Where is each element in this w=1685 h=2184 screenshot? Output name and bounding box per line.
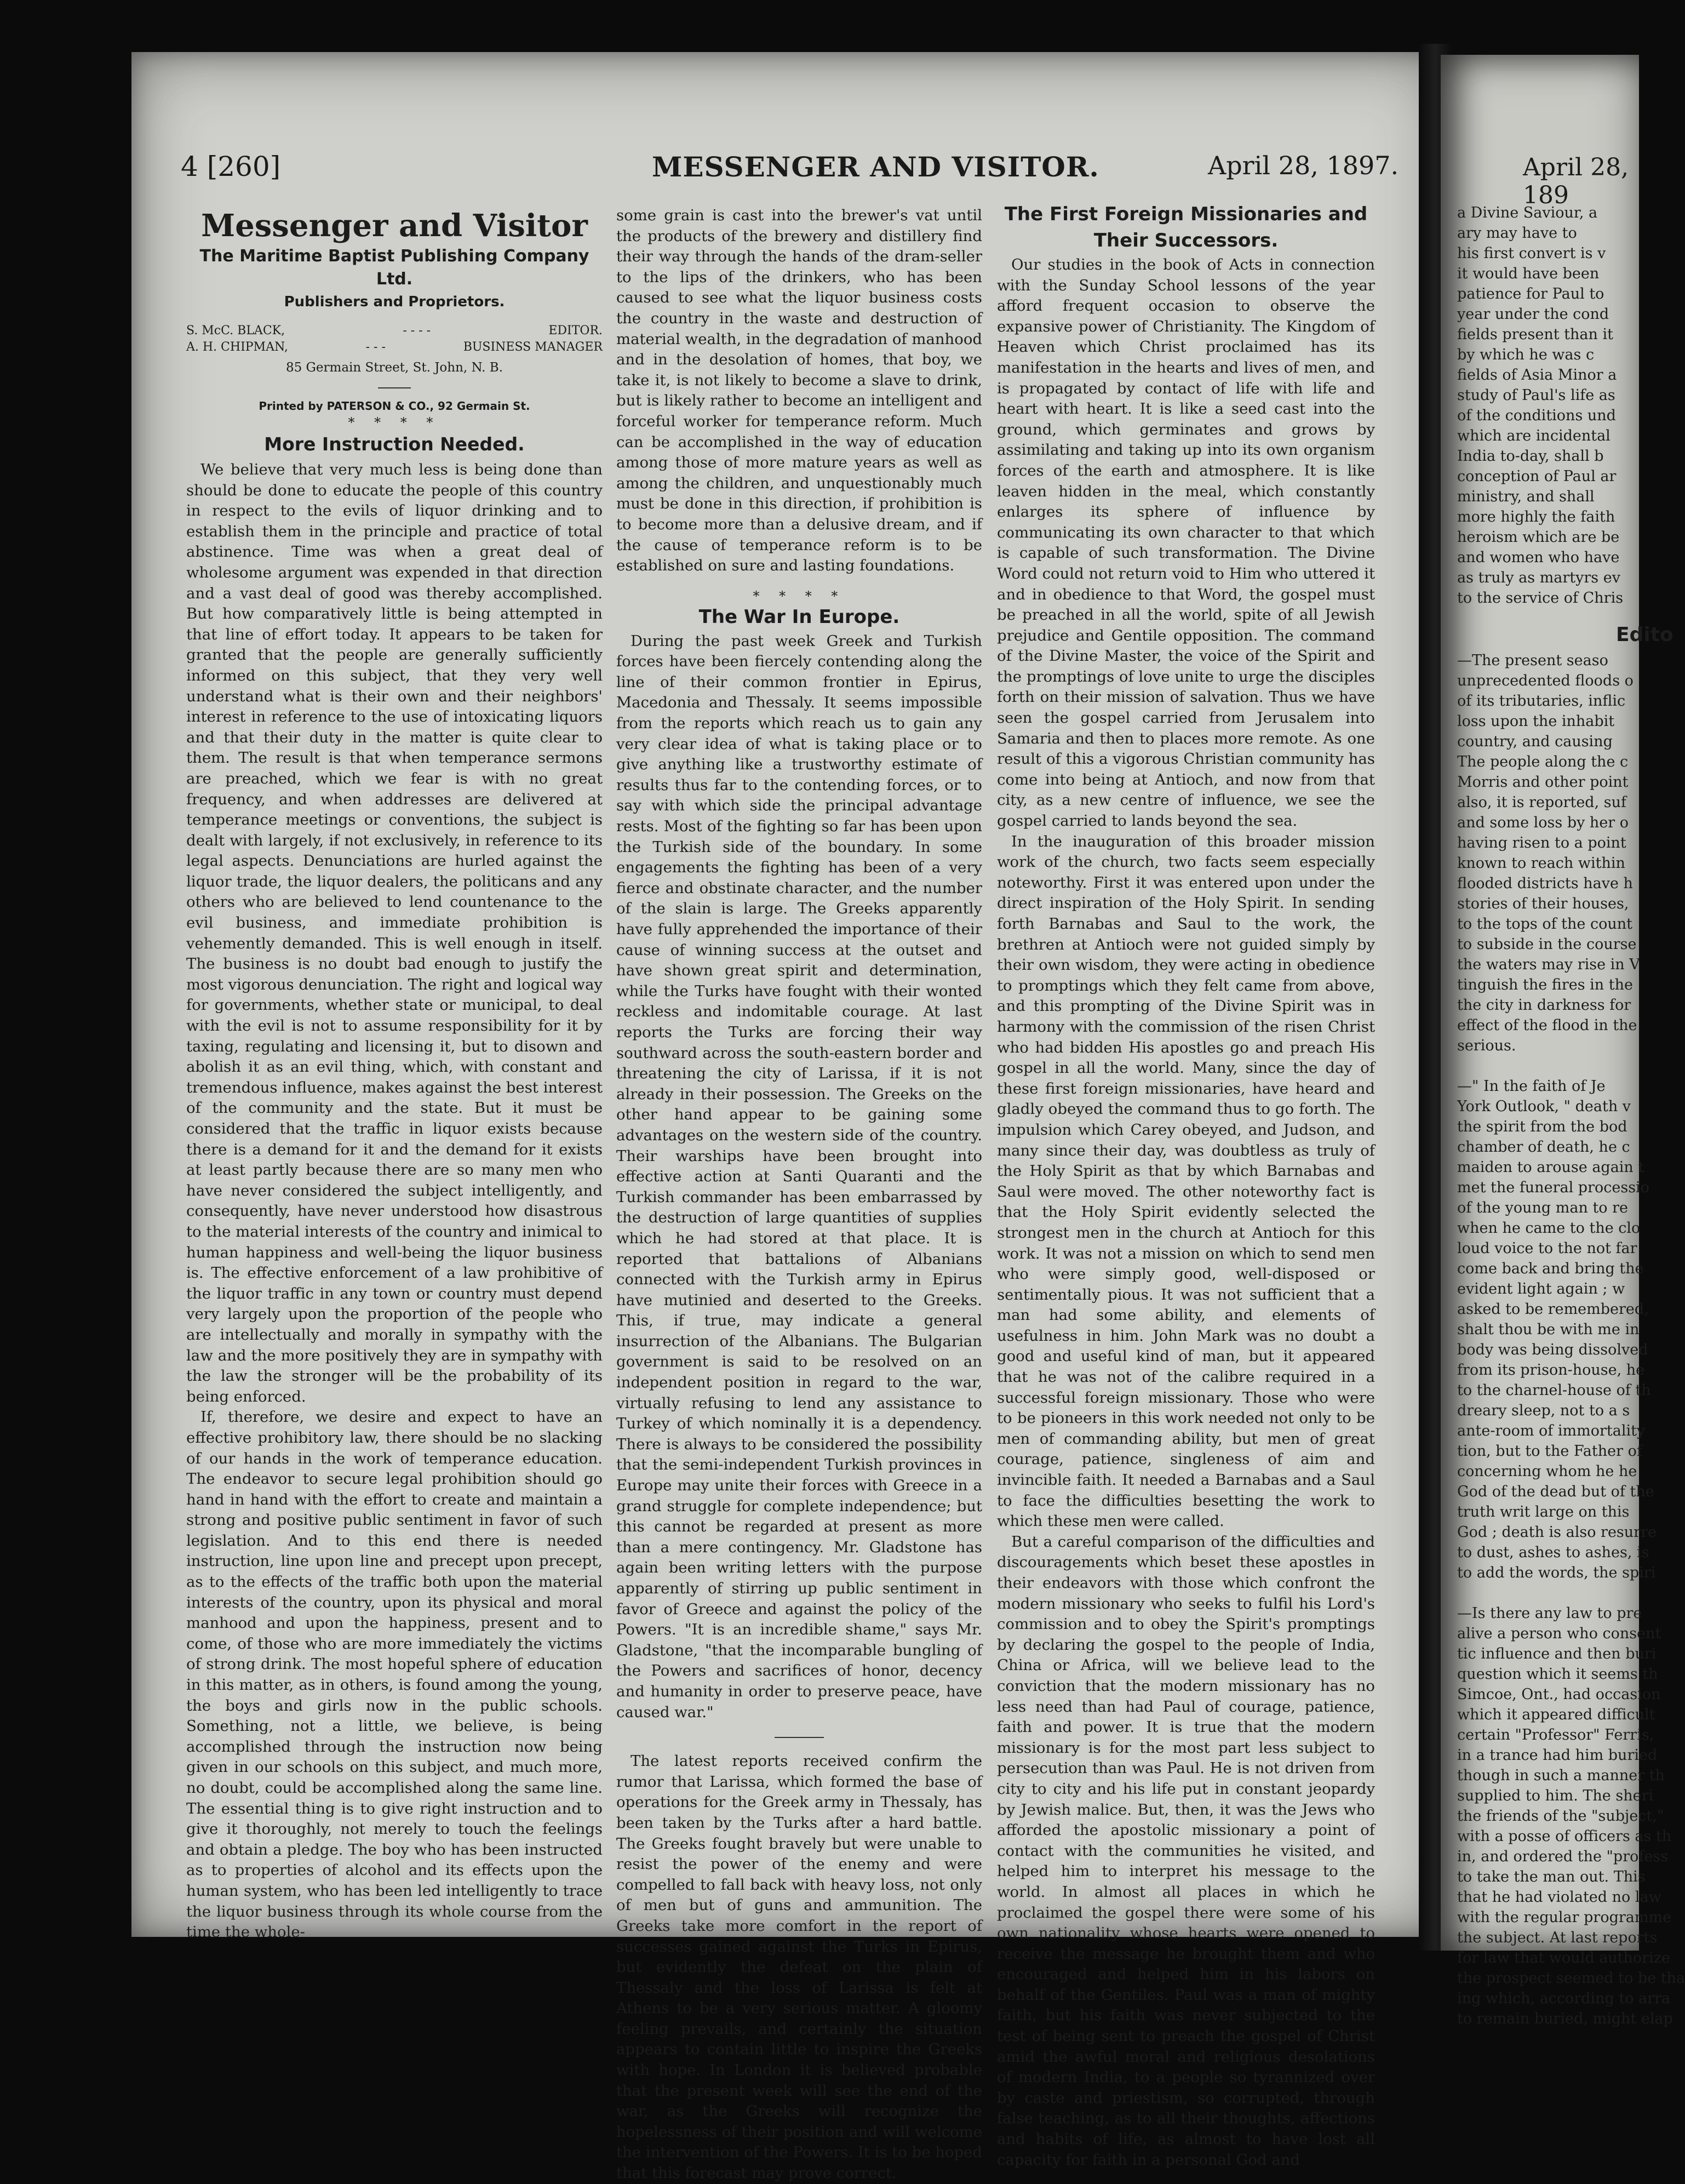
next-page-line: tic influence and then buri [1457,1645,1657,1662]
next-page-line: with the regular programme [1457,1909,1672,1926]
editor-role: EDITOR. [548,324,603,338]
next-page-line: —The present seaso [1457,652,1608,669]
next-page-line: Morris and other point [1457,774,1629,791]
next-page-line: alive a person who consent [1457,1625,1661,1642]
next-page-line: York Outlook, " death v [1457,1098,1631,1115]
next-page-line: stories of their houses, [1457,895,1629,912]
next-page-line: India to-day, shall b [1457,448,1604,465]
next-page-line: maiden to arouse again t [1457,1159,1644,1176]
next-page-line: by which he was c [1457,346,1595,363]
editor-line [186,323,603,339]
next-page-line: to dust, ashes to ashes, is [1457,1544,1649,1561]
article-paragraph: Our studies in the book of Acts in connection with the Sunday School lessons of the year afford frequent occasion to observe the expansive power of Christianity. The Kingdom of Heaven which Christ proclaimed has its manifestation in the hearts and lives of men, and is propagated by contact of life with life and heart with heart. It is like a seed cast into the ground, which germinates and grows by assimilating and taking up into its own organism forces of the earth and atmosphere. It is like leaven hidden in the meal, which constantly enlarges its sphere of influence by communicating its own character to that which is capable of such transformation. The Divine Word could not return void to Him who uttered it and in obedience to that Word, the gospel must be preached in all the world, spite of all Jewish prejudice and Gentile opposition. The command of the Divine Master, the voice of the Spirit and the promptings of love unite to urge the disciples forth on their mission of salvation. Thus we have seen the gospel carried from Jerusalem into Samaria and then to places more remote. As one result of this a vigorous Christian community has come into being at Antioch, and now from that city, as a new centre of influence, we see the gospel carried to lands beyond the sea. [997,256,1375,830]
next-page-line: —" In the faith of Je [1457,1078,1606,1095]
next-page-line: as truly as martyrs ev [1457,569,1620,586]
next-page-line: fields present than it [1457,326,1613,343]
next-page-line: in, and ordered the "profess [1457,1848,1669,1865]
next-page-line: God of the dead but of the [1457,1483,1654,1500]
divider [378,387,411,388]
next-page-line: ministry, and shall [1457,488,1595,505]
article-paragraph: In the inauguration of this broader mission work of the church, two facts seem especially noteworthy. First it was entered upon under the direct inspiration of the Holy Spirit. In sending forth Barnabas and Saul to the work, the brethren at Antioch were not guided simply by their own wisdom, they were acting in obedience to promptings which they felt came from above, and this prompting of the Divine Spirit was in harmony with the commission of the risen Christ who had bidden His apostles go and preach His gospel in all the world. Many, since the day of these first foreign missionaries, have heard and gladly obeyed the command thus to go forth. The impulsion which Carey obeyed, and Judson, and many since their day, was doubtless as truly of the Holy Spirit as that by which Barnabas and Saul were moved. The other noteworthy fact is that the Holy Spirit evidently selected the strongest men in the church at Antioch for this work. It was not a mission on which to send men who were simply good, well-disposed or sentimentally pious. It was not sufficient that a man had some ability, and elements of usefulness in him. John Mark was no doubt a good and useful kind of man, but it appeared that he was not of the calibre required in a successful foreign missionary. Those who were to be pioneers in this work needed not only to be men of commanding ability, but men of great courage, patience, singleness of aim and invincible faith. It needed a Barnabas and a Saul to face the difficulties besetting the work to which these men were called. [997,832,1375,1530]
article-continuation: some grain is cast into the brewer's vat until the products of the brewery and distillery find their way through the hands of the dram-seller to the lips of the drinkers, who has been caused to see what the liquor business costs the country in the waste and destruction of material wealth, in the degradation of manhood and in the desolation of homes, that boy, we take it, is not likely to become a slave to drink, but is likely rather to become an intelligent and forceful worker for temperance reform. Much can be accomplished in the way of education among those of more mature years as well as among the children, and unquestionably much must be done in this direction, if prohibition is to become more than a delusive dream, and if the cause of temperance reform is to be established on sure and lasting foundations. [616,207,982,575]
next-page-line: the subject. At last reports [1457,1929,1658,1946]
next-page-line: God ; death is also resurre [1457,1524,1657,1541]
printer-line: Printed by PATERSON & CO., 92 Germain St. [259,399,530,413]
next-page-line: met the funeral processio [1457,1179,1649,1196]
next-page-line: evident light again ; w [1457,1280,1625,1297]
next-page-line [1457,1056,1638,1076]
next-page-line: Simcoe, Ont., had occasion [1457,1686,1661,1703]
manager-dots: - - - [365,340,386,354]
next-page-line: though in such a manner th [1457,1767,1665,1784]
next-page-lines-top [1457,203,1638,608]
issue-date: April 28, 1897. [1208,151,1399,180]
star-separator: * * * * [348,415,441,430]
next-page-line: body was being dissolved [1457,1341,1648,1358]
next-page-line: the prospect seemed to be tha [1457,1970,1685,1987]
column-1 [186,205,603,1943]
next-page-line: loud voice to the not far [1457,1240,1637,1257]
next-page-line: known to reach within [1457,855,1625,872]
next-page-line: the waters may rise in V [1457,956,1640,973]
masthead-title: Messenger and Visitor [201,208,588,244]
next-page-line: serious. [1457,1037,1516,1054]
next-page-line: come back and bring the [1457,1260,1644,1277]
next-page-line: to add the words, the spiri [1457,1564,1656,1581]
article-headline-temperance: More Instruction Needed. [264,433,525,455]
next-page-line: in a trance had him buried [1457,1747,1658,1764]
publisher-subtitle: Publishers and Proprietors. [284,294,505,310]
next-page-line: the spirit from the bod [1457,1118,1627,1135]
next-page-line: asked to be remembered, [1457,1301,1649,1318]
next-page-line: to the tops of the count [1457,916,1632,933]
running-title: MESSENGER AND VISITOR. [652,151,1099,183]
star-separator: * * * * [753,588,846,604]
next-page-section-head: Edito [1616,624,1673,646]
article-headline-missionaries-2: Their Successors. [1093,230,1279,251]
next-page-line: when he came to the clo [1457,1220,1641,1237]
next-page-line: also, it is reported, suf [1457,794,1626,811]
next-page-line: from its prison-house, he [1457,1362,1645,1379]
manager-line [186,339,603,356]
next-page-line: for law that would authorize [1457,1949,1670,1966]
next-page-line: The people along the c [1457,753,1629,770]
page-number: 4 [260] [181,151,281,182]
next-page-line: —Is there any law to pre [1457,1605,1642,1622]
next-page-line: country, and causing [1457,733,1613,750]
article-headline-war: The War In Europe. [698,605,900,628]
next-page-line: dreary sleep, not to a s [1457,1402,1630,1419]
next-page-line: that he had violated no law [1457,1889,1661,1906]
next-page-line: of the conditions und [1457,407,1616,424]
next-page-line: year under the cond [1457,306,1609,323]
next-page-line: fields of Asia Minor a [1457,367,1617,384]
next-page-line: concerning whom he he [1457,1463,1637,1480]
next-page-line: the friends of the "subject," [1457,1808,1664,1825]
next-page-line: study of Paul's life as [1457,387,1615,404]
next-page-line: his first convert is v [1457,245,1606,262]
next-page-line: the city in darkness for [1457,997,1631,1014]
next-page-line: having risen to a point [1457,834,1626,851]
manager-name: A. H. CHIPMAN, [186,340,288,354]
next-page-line: certain "Professor" Ferris, [1457,1726,1654,1743]
divider [775,1737,824,1738]
next-page-line: tion, but to the Father of [1457,1443,1642,1460]
next-page-line: ante-room of immortality [1457,1422,1646,1439]
article-headline-missionaries-1: The First Foreign Missionaries and [1004,203,1368,225]
article-paragraph: The latest reports received confirm the rumor that Larissa, which formed the base of operations for the Greek army in Thessaly, has been taken by the Turks after a hard battle. The Greeks fought bravely but were unable to resist the power of the enemy and were compelled to fall back with heavy loss, not only of men but of guns and ammunition. The Greeks take more comfort in the report of successes gained against the Turks in Epirus, but evidently the defeat on the plain of Thessaly and the loss of Larissa is felt at Athens to be a very serious matter. A gloomy feeling prevails, and certainly the situation appears to contain little to inspire the Greeks with hope. In London it is believed probable that the present week will see the end of the war, as the Greeks will recognize the hopelessness of their position and will welcome the intervention of the Powers. It is to be hoped that this forecast may prove correct. [616,1752,982,2182]
next-page-line: heroism which are be [1457,529,1620,546]
article-paragraph: We believe that very much less is being done than should be done to educate the people of this country in respect to the evils of liquor drinking and to establish them in the principle and practice of total abstinence. Time was when a great deal of wholesome argument was expended in that direction and a vast deal of good was thereby accomplished. But how comparatively little is being attempted in that line of effort today. It appears to be taken for granted that the people are generally sufficiently informed on this subject, that they very well understand what is their own and their neighbors' interest in reference to the use of intoxicating liquors and that their duty in the matter is quite clear to them. The result is that when temperance sermons are preached, which we fear is with no great frequency, and when addresses are delivered at temperance meetings or conventions, the subject is dealt with largely, if not exclusively, in reference to its legal aspects. Denunciations are hurled against the liquor trade, the liquor dealers, the politicans and any others who are believed to lend countenance to the evil business, and immediate prohibition is vehemently demanded. This is well enough in itself. The business is no doubt bad enough to justify the most vigorous denunciation. The right and logical way for governments, whether state or municipal, to deal with the evil is not to assume responsibility for it by taxing, regulating and licensing it, but to disown and abolish it as an evil thing, which, with constant and tremendous influence, makes against the best interest of the community and the state. But it must be considered that the traffic in liquor exists because there is a demand for it and the demand for it exists at least partly because there are so many men who have never considered the subject intelligently, and consequently, have never understood how disastrous to the material interests of the country and inimical to human happiness and well-being the liquor business is. The effective enforcement of a law prohibitive of the liquor traffic in any town or country must depend very largely upon the proportion of the people who are intellectually and morally in sympathy with the law and the more positively they are in sympathy with the law the stronger will be the probability of its being enforced. [186,461,603,1405]
column-3 [997,205,1375,2170]
next-page-line: chamber of death, he c [1457,1139,1630,1156]
next-page-line: a Divine Saviour, a [1457,204,1598,221]
next-page-line [1457,1583,1638,1603]
next-page-line: of its tributaries, inflic [1457,693,1626,710]
next-page-line: question which it seems th [1457,1666,1658,1683]
next-page-line: to the charnel-house of th [1457,1382,1651,1399]
next-page-lines-bottom [1457,650,1685,2029]
next-page-line: ary may have to [1457,225,1577,242]
next-page-line: and women who have [1457,549,1620,566]
next-page-column [1457,203,1685,2029]
editor-name: S. McC. BLACK, [186,324,285,338]
next-page-line: ing which, according to arra [1457,1990,1671,2007]
next-page-line: to remain buried, might elap [1457,2010,1673,2027]
office-address: 85 Germain Street, St. John, N. B. [285,361,503,375]
next-page-line: to subside in the course [1457,936,1637,953]
next-page-date: April 28, 189 [1523,153,1629,209]
article-paragraph: During the past week Greek and Turkish forces have been fiercely contending along the line of their common frontier in Epirus, Macedonia and Thessaly. It seems impossible from the reports which reach us to gain any very clear idea of what is taking place or to give anything like a trustworthy estimate of results thus far to the contending forces, or to say with which side the principal advantage rests. Most of the fighting so far has been upon the Turkish side of the boundary. In some engagements the fighting has been of a very fierce and obstinate character, and the number of the slain is large. The Greeks apparently have fully apprehended the importance of their cause of winning success at the outset and have shown great spirit and determination, while the Turks have fought with their wonted reckless and indomitable courage. At last reports the Turks are forcing their way southward across the south-eastern border and threatening the city of Larissa, if it is not already in their possession. The Greeks on the other hand appear to be gaining some advantages on the western side of the country. Their warships have been brought into effective action at Santi Quaranti and the Turkish commander has been embarrassed by the destruction of large quantities of supplies which he had stored at that place. It is reported that battalions of Albanians connected with the Turkish army in Epirus have mutinied and deserted to the Greeks. This, if true, may indicate a general insurrection of the Albanians. The Bulgarian government is said to be resolved on an independent position in regard to the war, virtually refusing to lend any assistance to Turkey of which nominally it is a dependency. There is always to be considered the possibility that the semi-independent Turkish provinces in Europe may unite their forces with Greece in a grand struggle for complete independence; but this cannot be regarded at present as more than a mere contingency. Mr. Gladstone has again been writing letters with the purpose apparently of stirring up public sentiment in favor of Greece and against the policy of the Powers. "It is an incredible shame," says Mr. Gladstone, "that the incomparable bungling of the Powers and sacrifices of honor, decency and humanity in order to preserve peace, have caused war." [616,632,982,1721]
next-page-line: truth writ large on this [1457,1503,1630,1520]
next-page-line: supplied to him. The sheri [1457,1787,1654,1804]
column-2 [616,205,982,2184]
next-page-line: of the young man to re [1457,1199,1629,1216]
article-paragraph: If, therefore, we desire and expect to have an effective prohibitory law, there should be no slacking of our hands in the work of temperance education. The endeavor to secure legal prohibition should go hand in hand with the effort to create and maintain a strong and positive public sentiment in favor of such legislation. And to this end there is needed instruction, line upon line and precept upon precept, as to the effects of the traffic both upon the material interests of the country, upon its physical and moral manhood and upon the happiness, present and to come, of those who are more immediately the victims of strong drink. The most hopeful sphere of education in this matter, as in others, is found among the young, the boys and girls now in the public schools. Something, not a little, we believe, is being accomplished through the instruction now being given in our schools on this subject, and much more, no doubt, could be accomplished along the same line. The essential thing is to give right instruction and to give it thoroughly, not merely to touch the feelings and obtain a pledge. The boy who has been instructed as to properties of alcohol and its effects upon the human system, who has been led intelligently to trace the liquor business through its whole course from the time the whole- [186,1408,603,1941]
next-page-line: more highly the faith [1457,508,1615,525]
manager-role: BUSINESS MANAGER [463,340,603,354]
next-page-line: with a posse of officers as th [1457,1828,1672,1845]
next-page-line: conception of Paul ar [1457,468,1617,485]
publisher-name: The Maritime Baptist Publishing Company Ltd. [199,247,589,289]
next-page-line: unprecedented floods o [1457,672,1634,689]
next-page-line: which it appeared difficult [1457,1706,1655,1723]
next-page-line: patience for Paul to [1457,285,1604,302]
next-page-line: which are incidental [1457,427,1611,444]
next-page-line: flooded districts have h [1457,875,1633,892]
next-page-line: loss upon the inhabit [1457,713,1615,730]
next-page-line: effect of the flood in the [1457,1017,1637,1034]
next-page-line: to take the man out. This [1457,1868,1646,1885]
next-page-line: and some loss by her o [1457,814,1629,831]
next-page-line: tinguish the fires in the [1457,976,1633,993]
article-paragraph: But a careful comparison of the difficulties and discouragements which beset these apostles in their endeavors with those which confront the modern missionary who seeks to fulfil his Lord's commission and to obey the Spirit's promptings by declaring the gospel to the people of India, China or Africa, will we believe lead to the conviction that the modern missionary has no less need than had Paul of courage, patience, faith and power. It is true that the modern missionary is for the most part less subject to persecution than was Paul. He is not driven from city to city and his life put in constant jeopardy by Jewish malice. But, then, it was the Jews who afforded the apostolic missionary a point of contact with the communities he visited, and helped him to interpret his message to the world. In almost all places in which he proclaimed the gospel there were some of his own nationality whose hearts were opened to receive the message he brought them and who encouraged and helped him in his labors on behalf of the Gentiles. Paul was a man of mighty faith, but his faith was never subjected to the test of being sent to preach the gospel of Christ amid the awful moral and religious desolations of modern India, to a people so tyrannized over by caste and priestism, so corrupted, through false teaching, as to all their thoughts, affections and habits of life, as almost to have lost all capacity for faith in a personal God and [997,1533,1375,2169]
next-page-line: it would have been [1457,265,1600,282]
next-page-line: to the service of Chris [1457,590,1624,607]
editor-dots: - - - - [403,324,431,338]
next-page-line: shalt thou be with me in [1457,1321,1640,1338]
